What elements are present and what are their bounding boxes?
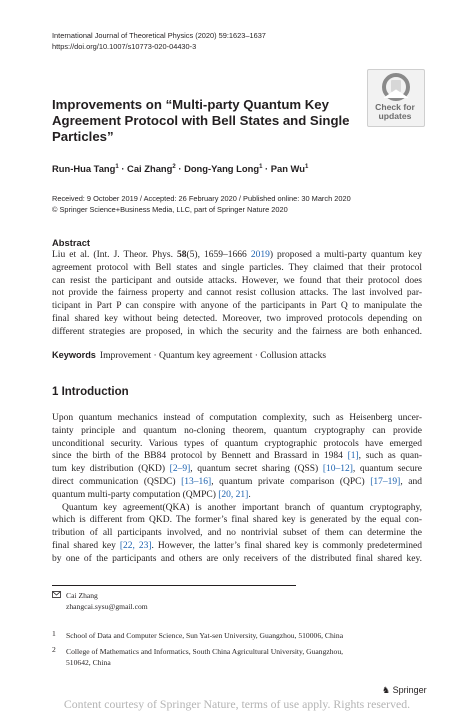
intro-line: since the birth of the BB84 protocol by Bennett and Brassard in 1984 [1], such as quan- xyxy=(52,451,422,462)
abstract-line: Liu et al. (Int. J. Theor. Phys. 58(5), 1659–1666 2019) proposed a multi-party quantum key xyxy=(52,250,422,260)
author-affiliation-mark: 1 xyxy=(115,163,119,170)
intro-line: by one of the participants and others are only receivers of the distributed final shared key. xyxy=(52,553,422,564)
keywords-text: Improvement · Quantum key agreement · Collusion attacks xyxy=(99,351,327,361)
intro-line: unconditional security. Various types of quantum cryptographic protocols have emerged xyxy=(52,438,422,449)
journal-citation: International Journal of Theoretical Physics (2020) 59:1623–1637 xyxy=(52,31,266,40)
envelope-icon xyxy=(52,590,66,601)
abstract-line: can resist the participant and outside attacks. However, we found that their protocol does xyxy=(52,275,422,286)
abstract-body xyxy=(52,249,422,339)
corresponding-name: Cai Zhang xyxy=(66,591,98,600)
paper-title: Improvements on “Multi-party Quantum Key Agreement Protocol with Bell States and Single Particles” xyxy=(52,97,350,144)
intro-line: final shared key [22, 23]. However, the latter’s final shared key is commonly predetermined xyxy=(52,540,422,551)
abstract-heading: Abstract xyxy=(52,237,91,248)
citation-link[interactable]: [1] xyxy=(347,451,359,462)
abstract-line: agreement protocol with Bell states and single particles. They claimed that their protocol xyxy=(52,262,422,273)
citation-link[interactable]: [13–16] xyxy=(181,476,212,487)
citation-link[interactable]: [10–12] xyxy=(322,464,353,475)
intro-line: tainty principle and quantum no-cloning theorem, quantum cryptography can provide xyxy=(52,425,422,436)
author-list: Run-Hua Tang$^1$ · Cai Zhang$^2$ · Dong-Yang Long$^1$ · Pan Wu$^1$ xyxy=(52,163,309,174)
doi-link[interactable]: https://doi.org/10.1007/s10773-020-04430-3 xyxy=(52,42,197,51)
affiliation-number: 1 xyxy=(52,629,56,638)
author-name[interactable]: Pan Wu xyxy=(270,163,305,174)
history-dates: Received: 9 October 2019 / Accepted: 26 February 2020 / Published online: 30 March 2020 xyxy=(52,194,351,203)
volume-number: 58 xyxy=(177,250,187,260)
intro-line: direct communication (QSDC) [13–16], quantum private comparison (QPC) [17–19], and xyxy=(52,476,422,487)
citation-link[interactable]: [20, 21] xyxy=(218,489,249,500)
corresponding-email[interactable]: zhangcai.sysu@gmail.com xyxy=(66,602,148,611)
section-heading: 1 Introduction xyxy=(52,386,129,398)
journal-header xyxy=(52,30,266,52)
author-name[interactable]: Run-Hua Tang xyxy=(52,163,116,174)
abstract-line: different strategies are proposed, in which the security and the fairness are both enhanced. xyxy=(52,326,422,337)
intro-line: Upon quantum mechanics instead of computation complexity, such as Heisenberg uncer- xyxy=(52,413,422,423)
intro-line: tribution of all participants involved, and no nontrivial subset of them can determine the xyxy=(52,528,422,539)
author-name[interactable]: Cai Zhang xyxy=(127,163,173,174)
intro-line: which is different from QKD. The former’s final shared key is generated by the equal con- xyxy=(52,515,422,526)
affiliation-text: College of Mathematics and Informatics, South China Agricultural University, Guangzhou, 510642, China xyxy=(66,647,344,667)
author-name[interactable]: Dong-Yang Long xyxy=(184,163,260,174)
introduction-body xyxy=(52,412,422,566)
author-affiliation-mark: 2 xyxy=(172,163,176,170)
affiliation-number: 2 xyxy=(52,645,56,654)
copyright-line: © Springer Science+Business Media, LLC, part of Springer Nature 2020 xyxy=(52,205,288,214)
abstract-line: not provide the fairness property and cannot resist collusion attacks. The last involved par- xyxy=(52,288,422,299)
crossmark-icon xyxy=(368,70,424,104)
publisher-name: Springer xyxy=(392,685,427,695)
citation-link[interactable]: 2019 xyxy=(250,250,270,260)
intro-line: quantum multi-party computation (QMPC) [20, 21]. xyxy=(52,489,251,500)
keywords-label: Keywords xyxy=(52,350,96,360)
footnote-divider xyxy=(52,585,296,586)
corresponding-author xyxy=(52,590,148,612)
author-affiliation-mark: 1 xyxy=(304,163,309,170)
intro-line: tum key distribution (QKD) [2–9], quantum secret sharing (QSS) [10–12], quantum secure xyxy=(52,464,422,475)
citation-link[interactable]: [2–9] xyxy=(169,464,191,475)
affiliation-text: School of Data and Computer Science, Sun Yat-sen University, Guangzhou, 510006, China xyxy=(66,631,344,640)
keywords xyxy=(52,350,326,361)
abstract-line: ticipant in Part P can conspire with anyone of the participants in Part Q to manipulate the xyxy=(52,301,422,312)
author-affiliation-mark: 1 xyxy=(259,163,263,170)
springer-logo xyxy=(382,685,427,696)
watermark-text: Content courtesy of Springer Nature, terms of use apply. Rights reserved. xyxy=(63,697,411,711)
check-for-updates-label: Check for updates xyxy=(375,102,415,121)
abstract-line: final shared key without being detected. Moreover, two improved protocols depending on xyxy=(52,313,422,324)
citation-link[interactable]: [22, 23] xyxy=(119,540,152,551)
springer-horse-icon: ♞ xyxy=(382,685,391,695)
citation-link[interactable]: [17–19] xyxy=(370,476,401,487)
publication-dates xyxy=(52,193,351,215)
intro-line: Quantum key agreement(QKA) is another important branch of quantum cryptography, xyxy=(62,502,422,513)
